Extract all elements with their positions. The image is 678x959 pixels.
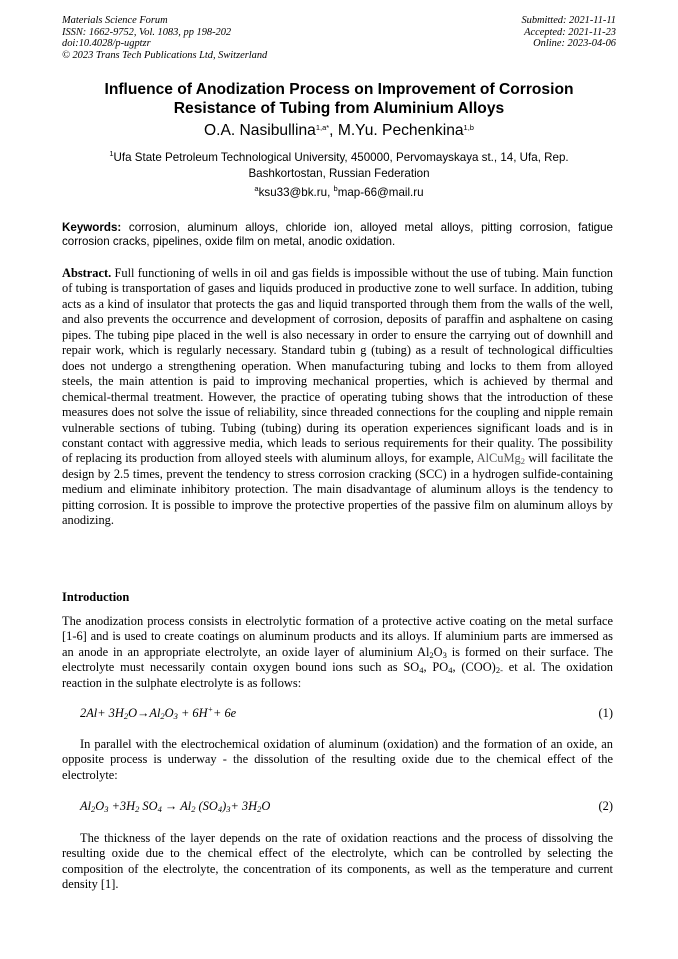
introduction-paragraph: The anodization process consists in electrolytic formation of a protective active coating on the metal surface [1-6] and is used to create coatings on aluminum products and its alloys. If aluminium parts are immersed as an anode in an appropriate electrolyte, an oxide layer of aluminium $Al_2O_3$ is formed on their surface. The electrolyte must necessarily contain oxygen bound ions such as $SO_4$, $PO_4$, $(COO)_{2-}$ et al. The oxidation reaction in the sulphate electrolyte is as follows: xyxy=(62,614,613,690)
online-date: Online: 2023-04-06 xyxy=(533,38,616,50)
accepted-date: Accepted: 2021-11-23 xyxy=(524,26,616,38)
paragraph-dissolution: In parallel with the electrochemical oxidation of aluminum (oxidation) and the formation of an oxide, an opposite process is underway - the dissolution of the resulting oxide due to the chemical effect of the electrolyte: xyxy=(62,737,613,782)
keywords-label: Keywords: xyxy=(62,221,122,234)
equation-2: $Al_2O_3 +3H_2$ $SO_4 \to Al_2$ $(SO_4)_3+ 3H_2O$ xyxy=(80,799,271,814)
abstract-text: Full functioning of wells in oil and gas fields is impossible without the use of tubing. Main function of tubing is transportation of gases and liquids produced in productive zone to well surface. In addition, tubing acts as a kind of insulator that protects the gas and liquid transported through them from the walls of the well, and also prevents the occurrence and development of corrosion, deposits of paraffin and asphaltene on casing pipes. The tubing pipe placed in the well is also necessary in order to ensure the carrying out of downhill and repair work, which is regularly necessary. Standard tubin g (tubing) as a result of technological difficulties does not undergo a strengthening operation. When manufacturing tubing and locks to them from alloyed steels, the main attention is paid to improving mechanical properties, which is achieved by thermal and chemical-thermal treatment. However, the practice of operating tubing shows that the introduction of these measures does not solve the issue of reliability, since threaded connections for the coupling and nipple remain vulnerable sections of tubing. Tubing (tubing) during its operation experiences significant loads and is in constant contact with aggressive media, which leads to serious requirements for their quality. The possibility of replacing its production from alloyed steels with aluminum alloys, for example, xyxy=(62,266,613,466)
author-sup: 1,b xyxy=(463,123,474,132)
affiliation-sup: 1 xyxy=(109,149,114,158)
title-line-2: Resistance of Tubing from Aluminium Alloys xyxy=(173,99,505,117)
title-line-1: Influence of Anodization Process on Improvement of Corrosion xyxy=(104,81,574,98)
abstract-text: will facilitate the design by 2.5 times, prevent the tendency to stress corrosion cracking (SCC) in a hydrogen sulfide-containing medium and eliminate inhibitory protection. The main disadvantage of aluminum alloys is the tendency to pitting corrosion. It is possible to improve the protective properties of the passive film on aluminum alloys by anodizing. xyxy=(62,451,613,528)
equation-1: $2Al+ 3H_2O\to Al_2O_3 + 6H^++ 6e$ xyxy=(80,705,237,721)
section-heading-introduction: Introduction xyxy=(62,590,130,604)
author-separator: , xyxy=(329,122,338,139)
submission-dates xyxy=(521,15,616,50)
alloy-name: AlCuMg$_2$ xyxy=(476,451,525,467)
paper-title xyxy=(62,81,616,118)
journal-issn: ISSN: 1662-9752, Vol. 1083, pp 198-202 xyxy=(62,26,232,38)
author-name: M.Yu. Pechenkina xyxy=(337,122,464,139)
author-name: O.A. Nasibullina xyxy=(204,122,316,139)
equation-1-number: (1) xyxy=(598,706,613,720)
email-sup: a xyxy=(254,184,259,193)
journal-name: Materials Science Forum xyxy=(62,15,168,26)
keywords-text: corrosion, aluminum alloys, chloride ion, alloyed metal alloys, pitting corrosion, fatigue corrosion cracks, pipelines, oxide film on metal, anodic oxidation. xyxy=(62,221,613,248)
keywords xyxy=(62,221,613,249)
equation-2-number: (2) xyxy=(598,799,613,813)
affiliation-line-2: Bashkortostan, Russian Federation xyxy=(248,167,430,180)
doi: doi:10.4028/p-ugptzr xyxy=(62,38,151,50)
submitted-date: Submitted: 2021-11-11 xyxy=(521,15,616,26)
copyright: © 2023 Trans Tech Publications Ltd, Switzerland xyxy=(62,49,268,61)
email-sup: b xyxy=(333,184,338,193)
authors xyxy=(62,122,616,140)
abstract-label: Abstract. xyxy=(62,266,112,280)
abstract xyxy=(62,266,613,529)
journal-info xyxy=(62,15,267,61)
email-link[interactable]: ksu33@bk.ru xyxy=(258,186,328,199)
paragraph-thickness: The thickness of the layer depends on the rate of oxidation reactions and the process of dissolving the resulting oxide due to the chemical effect of the electrolyte, which can be controlled by selecting the composition of the electrolyte, the concentration of its components, as well as the temperature and current density [1]. xyxy=(62,831,613,892)
author-sup: 1,a* xyxy=(315,123,330,132)
email-link[interactable]: map-66@mail.ru xyxy=(337,186,424,199)
emails: $^a$ksu33@bk.ru, $^b$map-66@mail.ru xyxy=(254,184,424,199)
affiliation-line-1: Ufa State Petroleum Technological University, 450000, Pervomayskaya st., 14, Ufa, Rep. xyxy=(113,151,569,164)
affiliation xyxy=(62,150,616,182)
